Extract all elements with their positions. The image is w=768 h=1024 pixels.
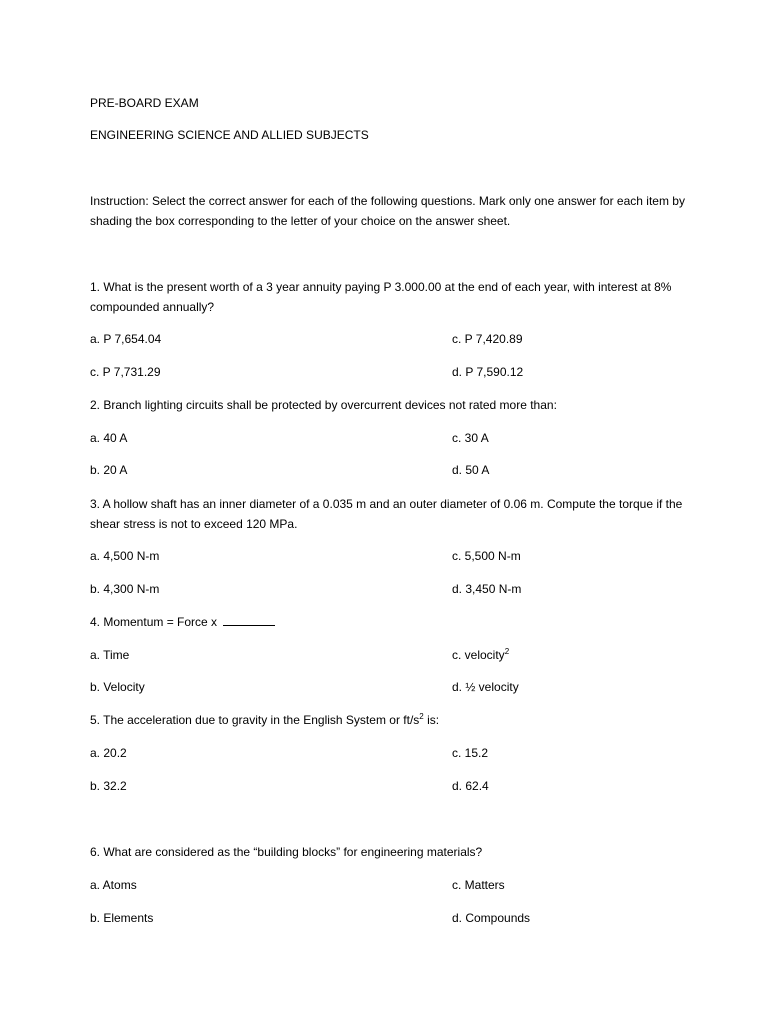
question-5 [90, 712, 439, 728]
subject-title: ENGINEERING SCIENCE AND ALLIED SUBJECTS [90, 128, 369, 142]
q1-option-c: c. P 7,420.89 [452, 332, 523, 346]
q5-option-a: a. 20.2 [90, 746, 127, 760]
q4-option-c [452, 647, 509, 663]
question-1: 1. What is the present worth of a 3 year annuity paying P 3.000.00 at the end of each year, with interest at 8% compounded annually? [90, 280, 672, 314]
q6-option-c: c. Matters [452, 878, 505, 892]
question-4-text: 4. Momentum = Force x [90, 615, 218, 629]
instruction-text: Instruction: Select the correct answer for each of the following questions. Mark only one answer for each item by shading the box corresponding to the letter of your choice on the answer sheet. [90, 194, 685, 228]
question-2: 2. Branch lighting circuits shall be protected by overcurrent devices not rated more than: [90, 398, 557, 412]
question-5-superscript: 2 [419, 712, 424, 721]
q2-option-b: b. 20 A [90, 463, 128, 477]
q4-option-c-superscript: 2 [504, 647, 510, 656]
q2-option-c: c. 30 A [452, 431, 489, 445]
q4-option-b: b. Velocity [90, 680, 145, 694]
q5-option-c: c. 15.2 [452, 746, 489, 760]
question-3: 3. A hollow shaft has an inner diameter of a 0.035 m and an outer diameter of 0.06 m. Compute the torque if the shear stress is not to exceed 120 MPa. [90, 497, 683, 531]
q3-option-d: d. 3,450 N-m [452, 582, 522, 596]
q2-option-d: d. 50 A [452, 463, 490, 477]
q1-option-c-second: c. P 7,731.29 [90, 365, 161, 379]
q3-option-c: c. 5,500 N-m [452, 549, 521, 563]
q6-option-b: b. Elements [90, 911, 154, 925]
question-5-text: 5. The acceleration due to gravity in the English System or ft/s [90, 713, 420, 727]
q4-option-c-text: c. velocity [452, 648, 505, 662]
q3-option-b: b. 4,300 N-m [90, 582, 160, 596]
q1-option-a: a. P 7,654.04 [90, 332, 162, 346]
question-6: 6. What are considered as the “building blocks” for engineering materials? [90, 845, 483, 859]
answer-blank [223, 614, 275, 626]
q3-option-a: a. 4,500 N-m [90, 549, 160, 563]
q5-option-b: b. 32.2 [90, 779, 127, 793]
exam-title: PRE-BOARD EXAM [90, 96, 199, 110]
question-4 [90, 614, 275, 630]
q1-option-d: d. P 7,590.12 [452, 365, 524, 379]
question-5-text-end: is: [423, 713, 440, 727]
q6-option-a: a. Atoms [90, 878, 137, 892]
q6-option-d: d. Compounds [452, 911, 531, 925]
q4-option-a: a. Time [90, 648, 130, 662]
q4-option-d: d. ½ velocity [452, 680, 519, 694]
q5-option-d: d. 62.4 [452, 779, 489, 793]
q2-option-a: a. 40 A [90, 431, 128, 445]
